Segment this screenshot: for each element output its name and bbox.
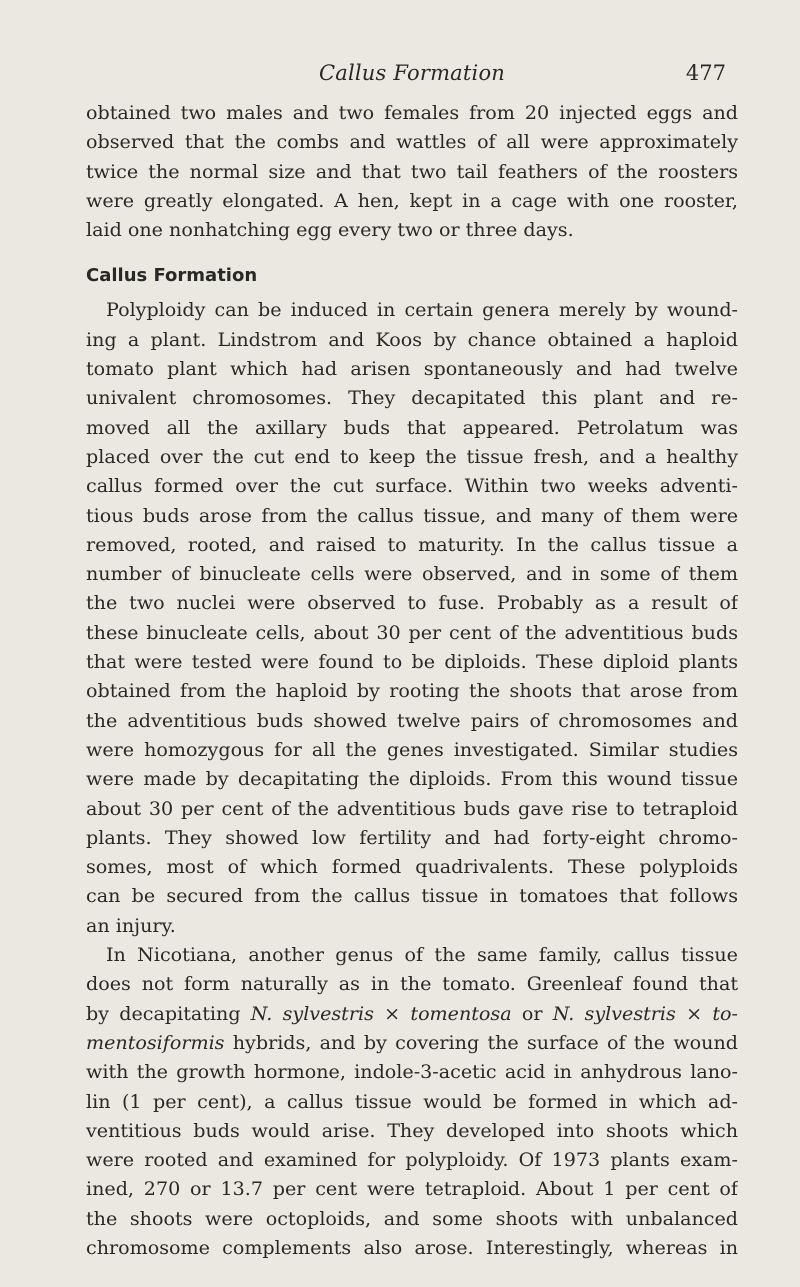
text-line: In Nicotiana, another genus of the same family, callus tissue <box>106 943 738 967</box>
species-name: to- <box>712 1001 738 1025</box>
text-line: were made by decapitating the diploids. From this wound tissue <box>86 767 738 791</box>
species-name: tomentosa <box>410 1001 512 1025</box>
species-name: mentosiformis <box>86 1030 225 1054</box>
text-line: callus formed over the cut surface. Within two weeks adventi- <box>86 474 738 498</box>
text-line-with-species <box>86 1028 738 1057</box>
species-name: N. sylvestris <box>250 1001 374 1025</box>
paragraph-3 <box>86 940 738 1262</box>
text-line: twice the normal size and that two tail feathers of the roosters <box>86 159 738 183</box>
text-line: ing a plant. Lindstrom and Koos by chance obtained a haploid <box>86 327 738 351</box>
text-line: obtained two males and two females from 20 injected eggs and <box>86 101 738 124</box>
species-name: N. sylvestris <box>552 1001 676 1025</box>
text-line: laid one nonhatching egg every two or three days. <box>86 218 574 242</box>
paragraph-spacer <box>86 244 738 261</box>
text-line: these binucleate cells, about 30 per cent of the adventitious buds <box>86 620 738 644</box>
text-fragment: hybrids, and by covering the surface of the wound <box>224 1030 738 1054</box>
text-line: Polyploidy can be induced in certain genera merely by wound- <box>106 298 738 322</box>
text-line: were rooted and examined for polyploidy. Of 1973 plants exam- <box>86 1148 738 1172</box>
text-line: were homozygous for all the genes investigated. Similar studies <box>86 737 738 761</box>
text-line-with-species <box>86 999 738 1028</box>
text-line: the adventitious buds showed twelve pairs of chromosomes and <box>86 708 738 732</box>
page-number: 477 <box>685 61 726 85</box>
running-title: Callus Formation <box>318 61 506 85</box>
running-header <box>86 58 738 88</box>
text-line: ventitious buds would arise. They developed into shoots which <box>86 1118 738 1142</box>
section-heading: Callus Formation <box>86 265 258 287</box>
text-line: can be secured from the callus tissue in tomatoes that follows <box>86 884 738 908</box>
text-line: the two nuclei were observed to fuse. Probably as a result of <box>86 591 738 615</box>
text-line: removed, rooted, and raised to maturity. In the callus tissue a <box>86 532 738 556</box>
text-line: somes, most of which formed quadrivalents. These polyploids <box>86 855 738 879</box>
body-text <box>86 98 738 1262</box>
cross-symbol: × <box>373 1001 411 1025</box>
text-line: obtained from the haploid by rooting the shoots that arose from <box>86 679 738 703</box>
text-fragment: or <box>511 1001 553 1025</box>
paragraph-1 <box>86 98 738 244</box>
text-line: tious buds arose from the callus tissue, and many of them were <box>86 503 738 527</box>
text-line: ined, 270 or 13.7 per cent were tetraploid. About 1 per cent of <box>86 1177 738 1201</box>
text-line: about 30 per cent of the adventitious buds gave rise to tetraploid <box>86 796 738 820</box>
text-line: plants. They showed low fertility and had forty-eight chromo- <box>86 825 738 849</box>
text-fragment: by decapitating <box>86 1001 251 1025</box>
text-line: univalent chromosomes. They decapitated this plant and re- <box>86 386 738 410</box>
text-line: chromosome complements also arose. Interestingly, whereas in <box>86 1235 738 1259</box>
text-line: with the growth hormone, indole-3-acetic acid in anhydrous lano- <box>86 1060 738 1084</box>
text-line: were greatly elongated. A hen, kept in a cage with one rooster, <box>86 188 738 212</box>
text-line: observed that the combs and wattles of all were approximately <box>86 130 738 154</box>
paragraph-2 <box>86 295 738 940</box>
text-line: does not form naturally as in the tomato. Greenleaf found that <box>86 972 738 996</box>
text-line: an injury. <box>86 913 176 937</box>
text-line: the shoots were octoploids, and some shoots with unbalanced <box>86 1206 738 1230</box>
text-line: placed over the cut end to keep the tissue fresh, and a healthy <box>86 444 738 468</box>
text-line: lin (1 per cent), a callus tissue would be formed in which ad- <box>86 1089 738 1113</box>
text-line: that were tested were found to be diploids. These diploid plants <box>86 650 738 674</box>
text-line: moved all the axillary buds that appeared. Petrolatum was <box>86 415 738 439</box>
text-line: tomato plant which had arisen spontaneously and had twelve <box>86 357 738 381</box>
cross-symbol: × <box>675 1001 713 1025</box>
text-line: number of binucleate cells were observed, and in some of them <box>86 562 738 586</box>
